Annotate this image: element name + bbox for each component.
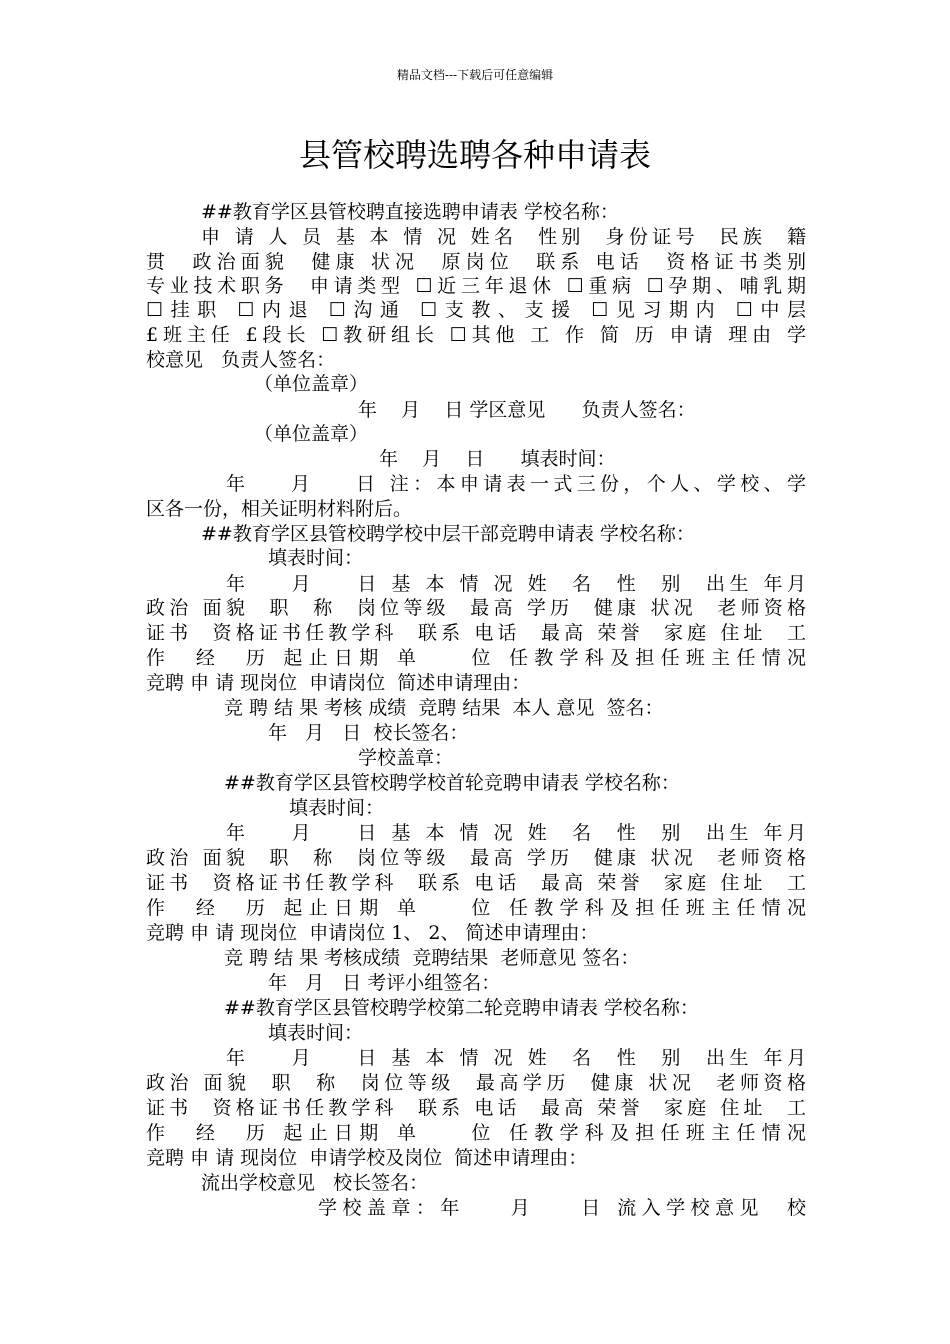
text-line: （单位盖章） — [254, 423, 369, 445]
page-title: 县管校聘选聘各种申请表 — [298, 136, 651, 174]
text-line: 年 月 日 基 本 情 况 姓 名 性 别 出生 年月 — [226, 822, 806, 844]
text-line: 年 月 日 注：本申请表一式三份，个人、学校、学 — [226, 473, 806, 495]
text-line: 竞 聘 结 果 考核 成绩 竞聘 结果 本人 意见 签名： — [224, 697, 664, 719]
text-line: 作 经 历 起止日期 单 位 任教学科及担任班主任情况 — [146, 897, 806, 919]
text-line: 竞聘 申 请 现岗位 申请学校及岗位 简述申请理由： — [146, 1147, 588, 1169]
page-header: 精品文档---下载后可任意编辑 — [396, 68, 554, 82]
text-line: 区各一份，相关证明材料附后。 — [146, 498, 413, 520]
text-line: 年 月 日 校长签名： — [268, 722, 469, 744]
text-line: 年 月 日 考评小组签名： — [268, 972, 501, 994]
text-line: 年 月 日 基 本 情 况 姓 名 性 别 出生 年月 — [226, 1047, 806, 1069]
text-line: 竞聘 申 请 现岗位 申请岗位 简述申请理由： — [146, 672, 531, 694]
text-line: （单位盖章） — [254, 373, 369, 395]
text-line: 年 月 日 基 本 情 况 姓 名 性 别 出生 年月 — [226, 573, 806, 595]
text-line: 政治 面貌 职 称 岗位等级 最高学历 健康 状况 老师资格 — [146, 1072, 806, 1094]
text-line: £班主任 £段长 ☐教研组长 ☐其他 工 作 简 历 申请 理由 学 — [146, 324, 806, 346]
text-line: 申 请 人 员 基 本 情 况 姓名 性别 身份证号 民族 籍 — [201, 226, 806, 248]
text-line: 证书 资格证书任教学科 联系 电话 最高 荣誉 家庭 住址 工 — [146, 622, 806, 644]
text-line: 竞聘 申 请 现岗位 申请岗位 1、 2、 简述申请理由： — [146, 922, 599, 944]
text-line: 贯 政治面貌 健康 状况 原岗位 联系 电话 资格证书类别 — [146, 251, 806, 273]
text-line: 政治 面貌 职 称 岗位等级 最高 学历 健康 状况 老师资格 — [146, 597, 806, 619]
section-heading: ##教育学区县管校聘直接选聘申请表 学校名称： — [201, 201, 619, 223]
text-line: 填表时间： — [268, 1022, 364, 1044]
text-line: 专业技术职务 申请类型 ☐近三年退休 ☐重病 ☐孕期、哺乳期 — [146, 275, 806, 297]
text-line: 年 月 日 填表时间： — [379, 448, 616, 470]
text-line: 证书 资格证书任教学科 联系 电话 最高 荣誉 家庭 住址 工 — [146, 872, 806, 894]
text-line: 证书 资格证书任教学科 联系 电话 最高 荣誉 家庭 住址 工 — [146, 1097, 806, 1119]
section-heading: ##教育学区县管校聘学校首轮竞聘申请表 学校名称： — [224, 772, 680, 794]
text-line: 流出学校意见 校长签名： — [201, 1172, 429, 1194]
text-line: 填表时间： — [289, 797, 385, 819]
text-line: ☐挂职 ☐内退 ☐沟通 ☐支教、支援 ☐见习期内 ☐中层 — [146, 299, 806, 321]
text-line: 填表时间： — [268, 547, 364, 569]
text-line: 作 经 历 起止日期 单 位 任教学科及担任班主任情况 — [146, 1122, 806, 1144]
text-line: 竞 聘 结 果 考核成绩 竞聘结果 老师意见 签名： — [224, 947, 640, 969]
text-line: 作 经 历 起止日期 单 位 任教学科及担任班主任情况 — [146, 647, 806, 669]
text-line: 政治 面貌 职 称 岗位等级 最高 学历 健康 状况 老师资格 — [146, 847, 806, 869]
text-line: 年 月 日 学区意见 负责人签名： — [358, 399, 696, 421]
section-heading: ##教育学区县管校聘学校中层干部竞聘申请表 学校名称： — [201, 523, 695, 545]
text-line: 校意见 负责人签名： — [146, 349, 336, 371]
text-line: 学校盖章： — [358, 747, 454, 769]
text-line: 学校盖章：年 月 日 流入学校意见 校 — [318, 1197, 806, 1219]
section-heading: ##教育学区县管校聘学校第二轮竞聘申请表 学校名称： — [224, 997, 699, 1019]
